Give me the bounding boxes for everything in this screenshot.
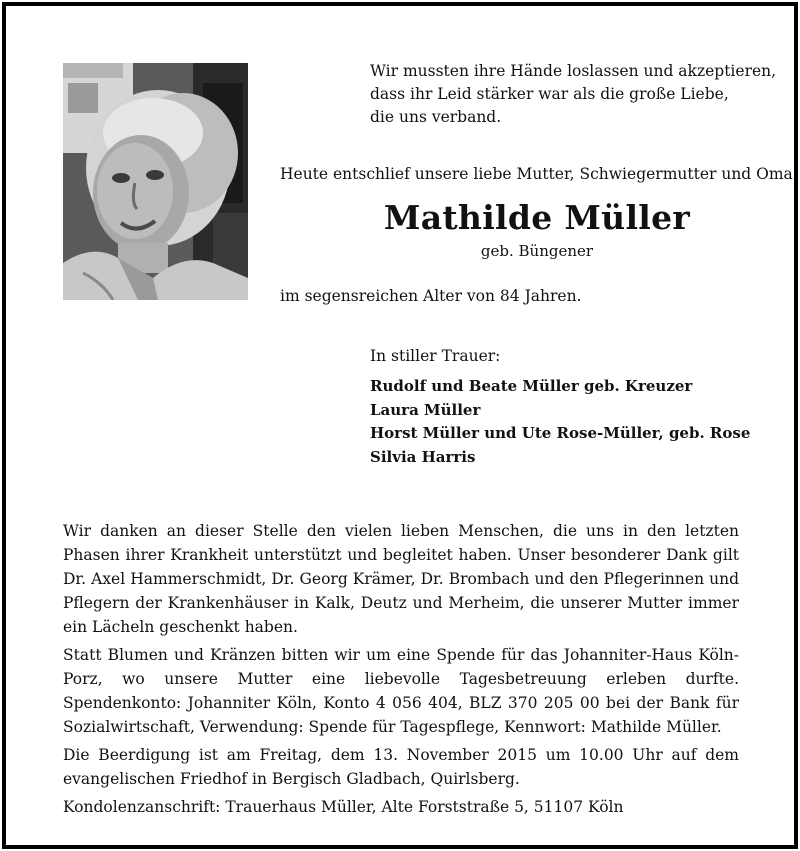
mourner-name: Rudolf und Beate Müller geb. Kreuzer	[370, 377, 693, 395]
mourner-name: Silvia Harris	[370, 447, 476, 466]
body-text	[63, 519, 739, 823]
age-line: im segensreichen Alter von 84 Jahren.	[280, 287, 582, 305]
quote-block	[370, 60, 777, 129]
portrait-photo	[63, 63, 248, 300]
deceased-name: Mathilde Müller	[383, 198, 691, 237]
portrait-photo-icon	[63, 63, 248, 300]
mourner-name: Horst Müller und Ute Rose-Müller, geb. Rose	[370, 424, 751, 442]
maiden-name: geb. Büngener	[480, 242, 594, 260]
quote-line: die uns verband.	[370, 108, 502, 126]
funeral-paragraph: Die Beerdigung ist am Freitag, dem 13. November 2015 um 10.00 Uhr auf dem evangelischen Friedhof in Bergisch Gladbach, Quirlsberg.	[63, 746, 739, 788]
mourning-label: In stiller Trauer:	[370, 347, 501, 365]
condolence-address: Kondolenzanschrift: Trauerhaus Müller, Alte Forststraße 5, 51107 Köln	[63, 798, 624, 816]
mourning-block	[370, 345, 790, 469]
quote-line: dass ihr Leid stärker war als die große Liebe,	[370, 85, 729, 103]
quote-line: Wir mussten ihre Hände loslassen und akzeptieren,	[370, 62, 777, 80]
thanks-paragraph: Wir danken an dieser Stelle den vielen lieben Menschen, die uns in den letzten Phasen ihrer Krankheit unterstützt und begleitet haben. Unser besonderer Dank gilt Dr. Axel Hammerschmidt, Dr. Georg Krämer, Dr. Brombach und den Pflegerinnen und Pflegern der Krankenhäuser in Kalk, Deutz und Merheim, die unserer Mutter immer ein Lächeln geschenkt haben.	[63, 522, 739, 636]
mourner-name: Laura Müller	[370, 400, 481, 419]
intro-line: Heute entschlief unsere liebe Mutter, Schwiegermutter und Oma	[280, 165, 793, 183]
donation-paragraph: Statt Blumen und Kränzen bitten wir um eine Spende für das Johanniter-Haus Köln-Porz, wo unsere Mutter eine liebevolle Tagesbetreuung erleben durfte. Spendenkonto: Johanniter Köln, Konto 4 056 404, BLZ 370 205 00 bei der Bank für Sozialwirtschaft, Verwendung: Spende für Tagespflege, Kennwort: Mathilde Müller.	[63, 646, 739, 736]
